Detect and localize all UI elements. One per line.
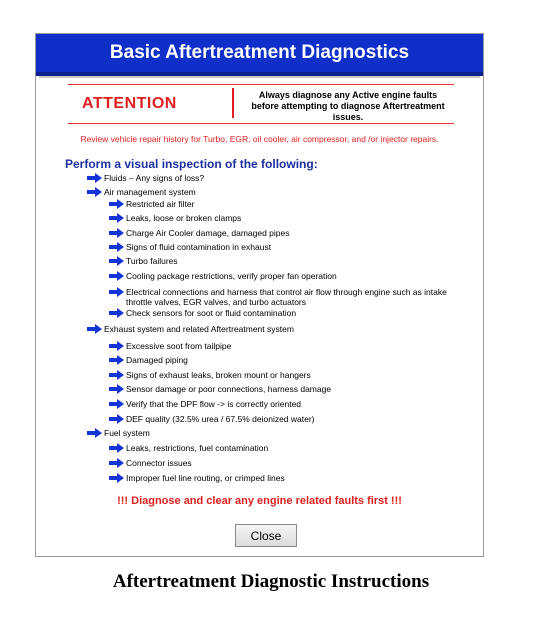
list-item-text: Check sensors for soot or fluid contamination (126, 308, 297, 318)
attention-divider (232, 88, 234, 118)
list-item (109, 308, 296, 318)
figure-caption: Aftertreatment Diagnostic Instructions (112, 571, 430, 592)
attention-box (68, 84, 454, 124)
list-item (109, 384, 331, 394)
list-item-text: Damaged piping (126, 355, 188, 365)
list-item-text: Leaks, loose or broken clamps (126, 213, 242, 223)
list-item-text: Leaks, restrictions, fuel contamination (126, 443, 269, 453)
window-title: Basic Aftertreatment Diagnostics (36, 34, 483, 76)
right-arrow-icon (109, 341, 124, 351)
list-item-text: Connector issues (126, 458, 192, 468)
list-item (109, 355, 188, 365)
list-item (109, 213, 241, 223)
title-separator (39, 76, 480, 78)
right-arrow-icon (109, 199, 124, 209)
right-arrow-icon (109, 213, 124, 223)
list-item (109, 370, 311, 380)
right-arrow-icon (109, 256, 124, 266)
right-arrow-icon (109, 399, 124, 409)
list-item-text: Turbo failures (126, 256, 178, 266)
list-item (109, 443, 268, 453)
right-arrow-icon (109, 355, 124, 365)
right-arrow-icon (109, 473, 124, 483)
list-item-text: Electrical connections and harness that control air flow through engine such as intake throttle valves, EGR valves, and turbo actuators (126, 287, 447, 307)
right-arrow-icon (109, 414, 124, 424)
list-item (109, 414, 315, 424)
list-item-text: Improper fuel line routing, or crimped lines (126, 473, 285, 483)
list-item (87, 428, 150, 438)
list-item (109, 199, 195, 209)
dialog-window (35, 33, 484, 557)
list-item-text: Excessive soot from tailpipe (126, 341, 232, 351)
list-item-text: Verify that the DPF flow -> is correctly oriented (126, 399, 302, 409)
attention-bottom-rule (68, 123, 454, 124)
right-arrow-icon (109, 287, 124, 297)
list-item-text: Charge Air Cooler damage, damaged pipes (126, 228, 290, 238)
list-item (109, 341, 231, 351)
close-button[interactable]: Close (235, 524, 297, 547)
list-item-text: Restricted air filter (126, 199, 195, 209)
warning-text: !!! Diagnose and clear any engine related faults first !!! (117, 495, 402, 507)
list-item (109, 271, 337, 281)
right-arrow-icon (109, 242, 124, 252)
right-arrow-icon (109, 308, 124, 318)
list-item (109, 458, 192, 468)
right-arrow-icon (109, 458, 124, 468)
right-arrow-icon (109, 384, 124, 394)
review-note: Review vehicle repair history for Turbo, EGR, oil cooler, air compressor, and /or injector repairs. (80, 134, 439, 144)
list-item-text: Sensor damage or poor connections, harness damage (126, 384, 332, 394)
list-item (87, 324, 294, 334)
right-arrow-icon (109, 271, 124, 281)
right-arrow-icon (109, 370, 124, 380)
right-arrow-icon (87, 324, 102, 334)
attention-top-rule (68, 84, 454, 85)
list-item (109, 256, 178, 266)
list-item-text: Signs of fluid contamination in exhaust (126, 242, 272, 252)
list-item-text: Fuel system (104, 428, 150, 438)
list-item-text: Fluids – Any signs of loss? (104, 173, 205, 183)
attention-label: ATTENTION (82, 95, 177, 112)
right-arrow-icon (87, 428, 102, 438)
list-item-text: Cooling package restrictions, verify proper fan operation (126, 271, 337, 281)
list-item (109, 399, 301, 409)
right-arrow-icon (87, 187, 102, 197)
list-item (109, 287, 456, 307)
list-item (109, 242, 271, 252)
list-item-text: DEF quality (32.5% urea / 67.5% deionized water) (126, 414, 315, 424)
right-arrow-icon (109, 228, 124, 238)
list-item (87, 187, 196, 197)
list-item (109, 473, 285, 483)
right-arrow-icon (87, 173, 102, 183)
list-item (87, 173, 204, 183)
list-item-text: Signs of exhaust leaks, broken mount or hangers (126, 370, 311, 380)
right-arrow-icon (109, 443, 124, 453)
list-item (109, 228, 290, 238)
list-item-text: Exhaust system and related Aftertreatment system (104, 324, 294, 334)
list-item-text: Air management system (104, 187, 196, 197)
inspection-heading: Perform a visual inspection of the following: (65, 157, 318, 171)
attention-text: Always diagnose any Active engine faults before attempting to diagnose Aftertreatment issues. (251, 90, 445, 122)
